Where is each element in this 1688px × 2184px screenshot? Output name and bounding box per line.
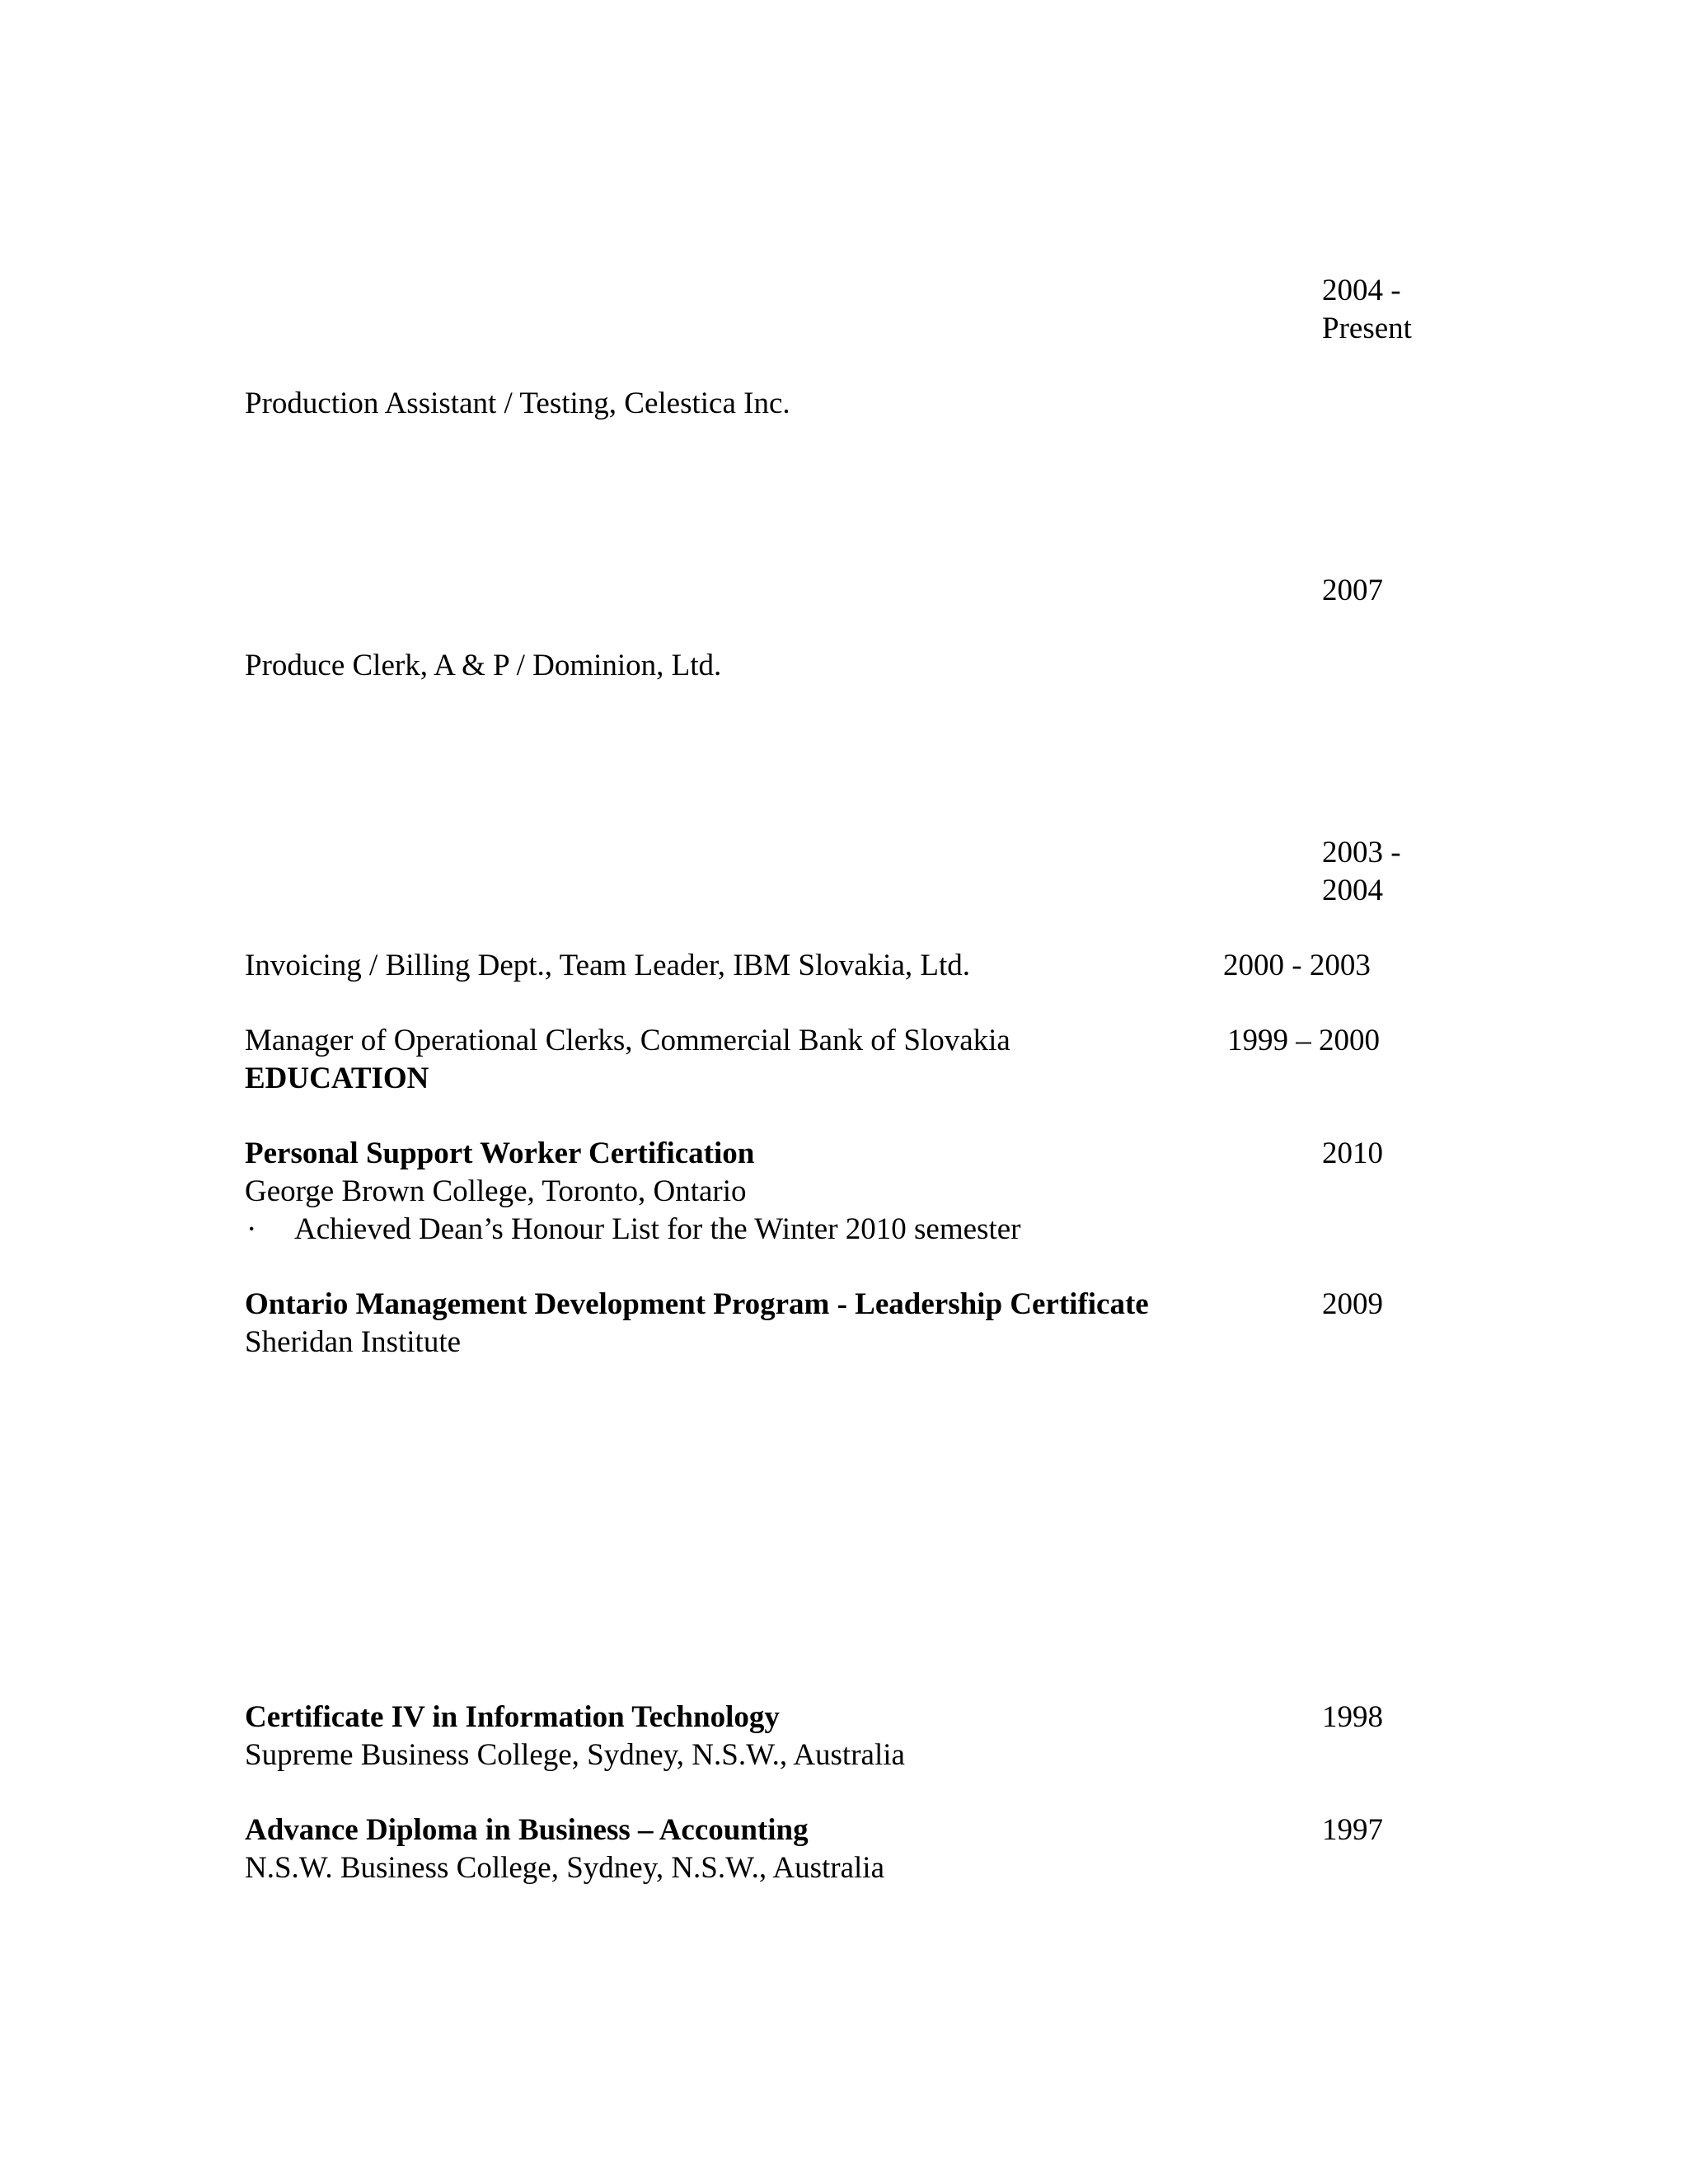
experience-date: 2007 [1322, 574, 1383, 607]
experience-date: 2000 - 2003 [1223, 949, 1371, 982]
education-institution: Sheridan Institute [245, 1325, 462, 1359]
education-program: Advance Diploma in Business – Accounting [245, 1813, 809, 1847]
education-program: Personal Support Worker Certification [245, 1137, 755, 1170]
education-institution: George Brown College, Toronto, Ontario [245, 1174, 747, 1208]
experience-date: 1999 – 2000 [1227, 1024, 1380, 1057]
education-year: 1998 [1322, 1700, 1383, 1734]
section-heading-education: EDUCATION [245, 1062, 429, 1095]
experience-date: 2004 [1322, 874, 1383, 907]
experience-title: Produce Clerk, A & P / Dominion, Ltd. [245, 649, 722, 682]
bullet-symbol: · [246, 1212, 257, 1246]
education-year: 1997 [1322, 1813, 1383, 1847]
experience-title: Invoicing / Billing Dept., Team Leader, IBM Slovakia, Ltd. [245, 949, 970, 982]
experience-title: Manager of Operational Clerks, Commercial Bank of Slovakia [245, 1024, 1010, 1057]
education-program: Ontario Management Development Program - Leadership Certificate [245, 1287, 1149, 1321]
education-year: 2009 [1322, 1287, 1383, 1321]
experience-date: Present [1322, 312, 1412, 345]
education-program: Certificate IV in Information Technology [245, 1700, 780, 1734]
education-institution: N.S.W. Business College, Sydney, N.S.W., Australia [245, 1851, 884, 1885]
experience-title: Production Assistant / Testing, Celestica Inc. [245, 387, 790, 420]
education-bullet: Achieved Dean’s Honour List for the Winter 2010 semester [294, 1212, 1021, 1246]
experience-date: 2004 - [1322, 274, 1401, 307]
education-year: 2010 [1322, 1137, 1383, 1170]
education-institution: Supreme Business College, Sydney, N.S.W., Australia [245, 1738, 905, 1772]
experience-date: 2003 - [1322, 836, 1401, 869]
